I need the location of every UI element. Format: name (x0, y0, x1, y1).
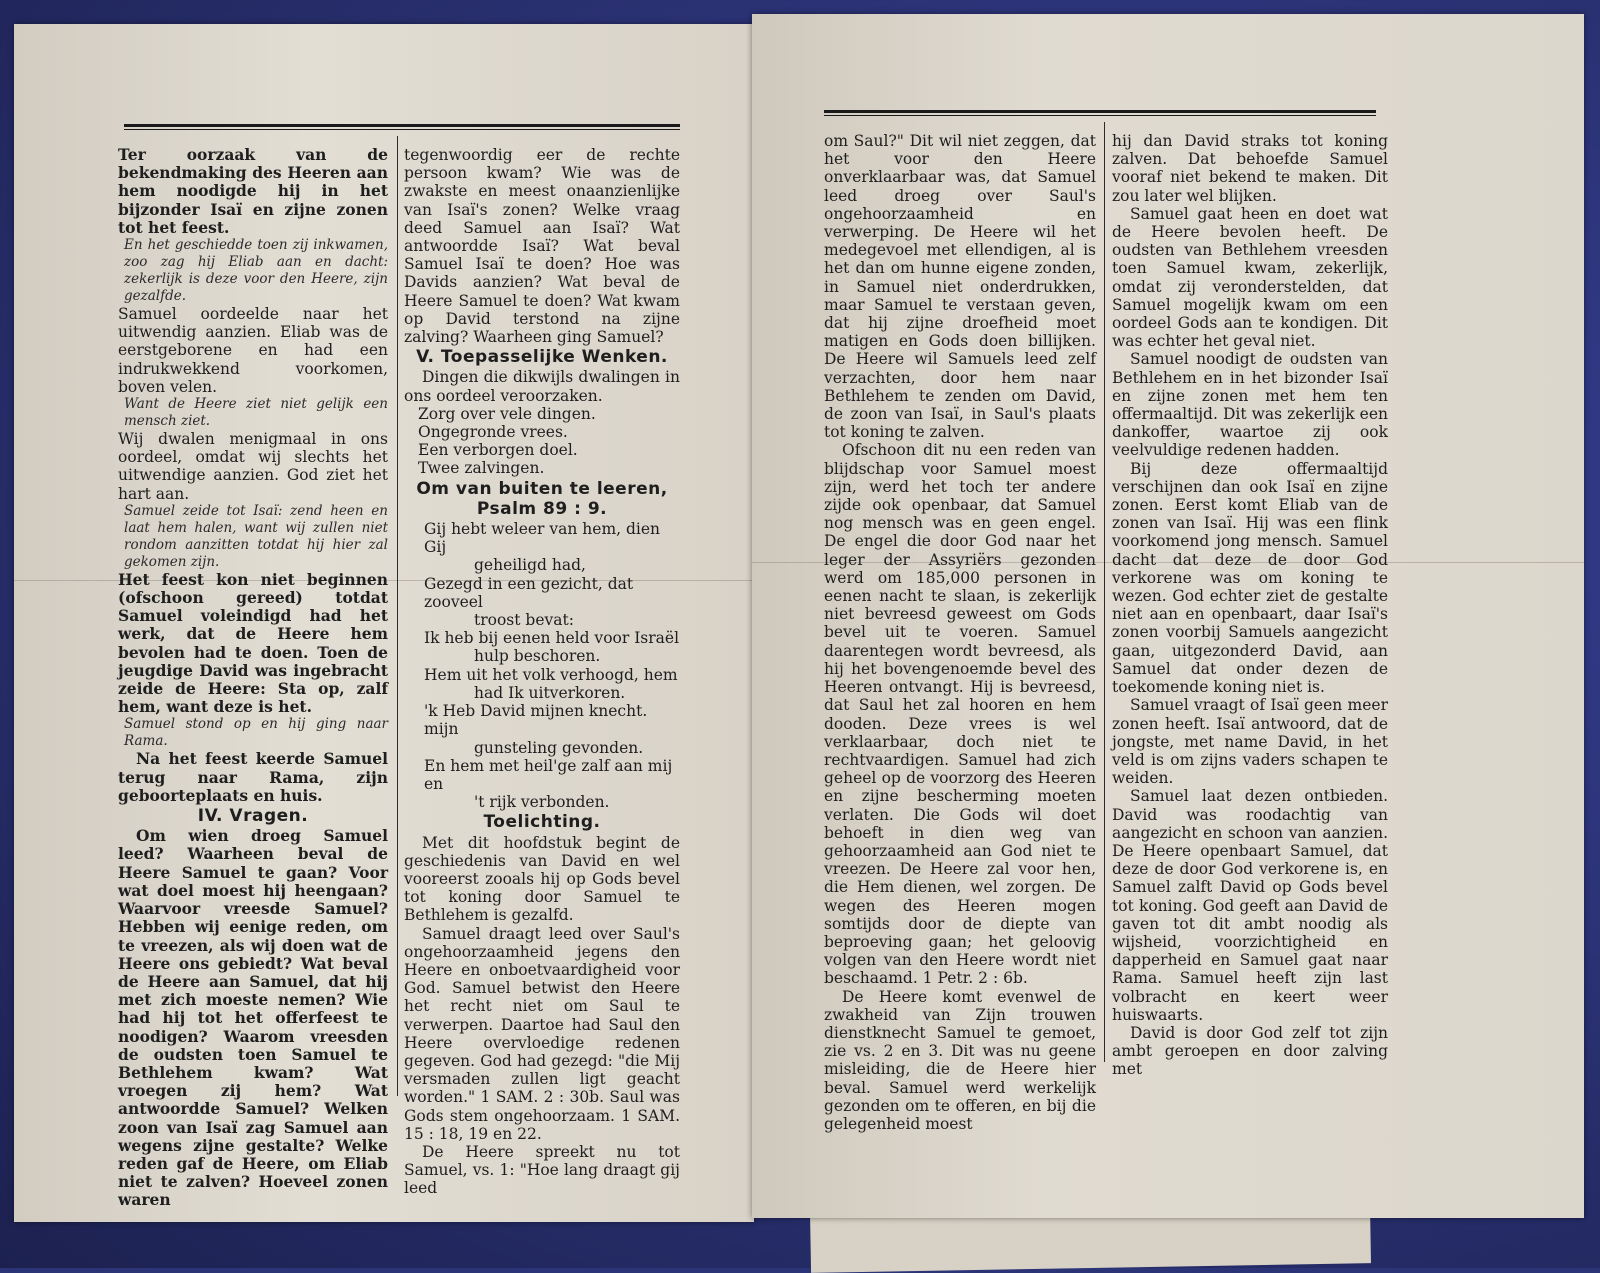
left-page (14, 24, 754, 1222)
header-rule-thin (824, 115, 1376, 116)
scripture-quote: Samuel stond op en hij ging naar Rama. (124, 716, 388, 750)
right-column-1 (824, 132, 1096, 1133)
left-column-2 (404, 146, 680, 1198)
right-column-2 (1112, 132, 1388, 1079)
right-page (752, 14, 1584, 1218)
section-heading-vragen: IV. Vragen. (197, 806, 309, 827)
paragraph: Samuel oordeelde naar het uitwendig aanzien. Eliab was de eerstgeborene en had een indrukwekkend voorkomen, boven velen. (118, 305, 388, 396)
scripture-quote: Want de Heere ziet niet gelijk een mensch ziet. (124, 396, 388, 430)
paragraph: Ofschoon dit nu een reden van blijdschap voor Samuel moest zijn, werd het toch ter andere zijde ook openbaar, dat Samuel nog mensch was en geen engel. De engel die door God naar het leger der Assyriërs gezonden werd om 185,000 personen in eenen nacht te slaan, is zekerlijk niet bevreesd geweest om Gods bevel uit te voeren. Samuel daarentegen wordt bevreesd, als hij het bovengenoemde bevel des Heeren ontvangt. Hij is bevreesd, dat Saul het zal hooren en hem dooden. Deze vrees is wel verklaarbaar, doch niet te rechtvaardigen. Samuel had zich geheel op de voorzorg des Heeren en zijne bescherming moeten verlaten. Die Gods wil doet behoeft in dien weg van gehoorzaamheid aan God niet te vreezen. De Heere zal voor hen, die Hem dienen, wel zorgen. De wegen des Heeren mogen somtijds door de diepte van beproeving gaan; het geloovig volgen van den Heere wordt niet beschaamd. 1 Petr. 2 : 6b. (824, 441, 1096, 988)
verse-line: hulp beschoren. (474, 647, 601, 666)
verse-line: Hem uit het volk verhoogd, hem (424, 665, 678, 684)
paragraph: De Heere komt evenwel de zwakheid van Zijn trouwen dienstknecht Samuel te gemoet, zie vs. 2 en 3. Dit was nu geene misleiding, die de Heere hier beval. Samuel werd werkelijk gezonden om te offeren, en bij die gelegenheid moest (824, 987, 1096, 1133)
paragraph: Samuel laat dezen ontbieden. David was roodachtig van aangezicht en schoon van aanzien. De Heere openbaart Samuel, dat deze de door God verkorene is, en Samuel zalft David op Gods bevel tot koning. God geeft aan David de gaven tot dit ambt noodig als wijsheid, voorzichtigheid en dapperheid en Samuel gaat naar Rama. Samuel heeft zijn last volbracht en keert weer huiswaarts. (1112, 787, 1388, 1024)
verse-line: Ik heb bij eenen held voor Israël (424, 629, 680, 648)
paragraph: Samuel noodigt de oudsten van Bethlehem en in het bizonder Isaï en zijne zonen met hem ten offermaaltijd. Dit was zekerlijk een dankoffer, waartoe zij ook veelvuldige redenen hadden. (1112, 350, 1388, 460)
questions-paragraph: Om wien droeg Samuel leed? Waarheen beval de Heere Samuel te gaan? Voor wat doel moest hij heengaan? Waarvoor vreesde Samuel? Hebben wij eenige reden, om te vreezen, als wij doen wat de Heere ons gebiedt? Wat beval de Heere aan Samuel, dat hij met zich moeste nemen? Wie had hij tot het offerfeest te noodigen? Waarom vreesden de oudsten toen Samuel te Bethlehem kwam? Wat vroegen zij hem? Wat antwoordde Samuel? Welken zoon van Isaï zag Samuel aan wegens zijne gestalte? Welke reden gaf de Heere, om Eliab niet te zalven? Hoeveel zonen waren (118, 826, 388, 1210)
left-column-1 (118, 146, 388, 1210)
column-divider (1104, 122, 1105, 1062)
verse-line: 't rijk verbonden. (474, 793, 610, 812)
header-rule (124, 124, 680, 127)
paragraph: hij dan David straks tot koning zalven. Dat behoefde Samuel vooraf niet bekend te maken. Dit zou later wel blijken. (1112, 132, 1388, 205)
header-rule (824, 110, 1376, 113)
paragraph: om Saul?" Dit wil niet zeggen, dat het voor den Heere onverklaarbaar was, dat Samuel leed droeg over Saul's ongehoorzaamheid en verwerping. De Heere wil het medegevoel met ellendigen, al is het dan om hunne eigene zonden, in Samuel niet onderdrukken, maar Samuel te verstaan geven, dat hij zijne droefheid moet matigen en Gods doen billijken. De Heere wil Samuels leed zelf verzachten, door hem naar Bethlehem te zenden om David, de zoon van Isaï, in Saul's plaats tot koning te zalven. (824, 132, 1096, 442)
paragraph: Samuel gaat heen en doet wat de Heere bevolen heeft. De oudsten van Bethlehem vreesden toen Samuel kwam, zekerlijk, omdat zij veronderstelden, dat Samuel mogelijk kwam om een oordeel Gods aan te kondigen. Dit was echter het geval niet. (1112, 204, 1388, 351)
paragraph: Samuel vraagt of Isaï geen meer zonen heeft. Isaï antwoord, dat de jongste, met name David, in het veld is om zijns vaders schapen te weiden. (1112, 696, 1388, 788)
paragraph: tegenwoordig eer de rechte persoon kwam? Wie was de zwakste en meest onaanzienlijke van Isaï's zonen? Welke vraag deed Samuel aan Isaï? Wat antwoordde Isaï? Wat beval Samuel Isaï te doen? Hoe was Davids aanzien? Wat beval de Heere Samuel te doen? Wat kwam op David terstond na zijne zalving? Waarheen ging Samuel? (404, 146, 680, 347)
paragraph: Ter oorzaak van de bekendmaking des Heeren aan hem noodigde hij in het bijzonder Isaï en zijne zonen tot het feest. (118, 145, 388, 237)
verse-line: En hem met heil'ge zalf aan mij en (424, 756, 673, 793)
verse-line: gunsteling gevonden. (474, 738, 644, 757)
verse-line: had Ik uitverkoren. (474, 683, 626, 702)
verse-line: Gij hebt weleer van hem, dien Gij (424, 520, 661, 557)
verse-line: Gezegd in een gezicht, dat zooveel (424, 574, 634, 611)
scripture-quote: En het geschiedde toen zij inkwamen, zoo zag hij Eliab aan en dacht: zekerlijk is deze voor den Heere, zijn gezalfde. (124, 237, 388, 305)
verse-line: troost bevat: (474, 611, 574, 630)
paragraph: Dingen die dikwijls dwalingen in ons oordeel veroorzaken. (404, 368, 680, 405)
verse-line: geheiligd had, (474, 556, 586, 575)
verse-line: 'k Heb David mijnen knecht. mijn (424, 702, 648, 739)
column-divider (397, 136, 398, 1096)
header-rule-thin (124, 129, 680, 130)
list-item: Twee zalvingen. (418, 459, 545, 478)
paragraph: David is door God zelf tot zijn ambt geroepen en door zalving met (1112, 1023, 1388, 1079)
scripture-quote: Samuel zeide tot Isaï: zend heen en laat hem halen, want wij zullen niet rondom aanzitten totdat hij hier zal gekomen zijn. (124, 502, 388, 570)
list-item: Een verborgen doel. (418, 441, 578, 460)
paragraph: Na het feest keerde Samuel terug naar Rama, zijn geboorteplaats en huis. (118, 749, 388, 805)
section-heading-toelichting: Toelichting. (483, 812, 601, 833)
paragraph: Samuel draagt leed over Saul's ongehoorzaamheid jegens den Heere en onboetvaardigheid voor God. Samuel betwist den Heere het recht niet om Saul te verwerpen. Daartoe had Saul den Heere overvloedige redenen gegeven. God had gezegd: "die Mij versmaden zullen ligt geacht worden." 1 SAM. 2 : 30b. Saul was Gods stem ongehoorzaam. 1 SAM. 15 : 18, 19 en 22. (404, 924, 680, 1143)
paragraph: Wij dwalen menigmaal in ons oordeel, omdat wij slechts het uitwendige aanzien. God ziet het hart aan. (118, 430, 388, 503)
paragraph: Het feest kon niet beginnen (ofschoon gereed) totdat Samuel voleindigd had het werk, dat de Heere hem bevolen had te doen. Toen de jeugdige David was ingebracht zeide de Heere: Sta op, zalf hem, want deze is het. (118, 569, 388, 717)
paragraph: Bij deze offermaaltijd verschijnen dan ook Isaï en zijne zonen. Eerst komt Eliab van de zonen van Isaï. Hij was een flink voorkomend jong mensch. Samuel dacht dat deze de door God verkorene was om koning te wezen. God echter ziet de gestalte niet aan en openbaart, daar Isaï's zonen voorbij Samuels aangezicht gaan, uitgezonderd David, aan Samuel dat onder dezen de toekomende koning niet is. (1112, 459, 1388, 697)
paragraph: Met dit hoofdstuk begint de geschiedenis van David en wel vooreerst zooals hij op Gods bevel tot koning door Samuel te Bethlehem is gezalfd. (404, 833, 680, 925)
section-heading-leeren: Om van buiten te leeren, (416, 478, 668, 499)
paragraph: De Heere spreekt nu tot Samuel, vs. 1: "Hoe lang draagt gij leed (404, 1142, 680, 1198)
section-heading-wenken: V. Toepasselijke Wenken. (416, 347, 668, 368)
list-item: Zorg over vele dingen. (418, 404, 596, 423)
list-item: Ongegronde vrees. (418, 423, 568, 442)
psalm-reference: Psalm 89 : 9. (476, 498, 608, 519)
